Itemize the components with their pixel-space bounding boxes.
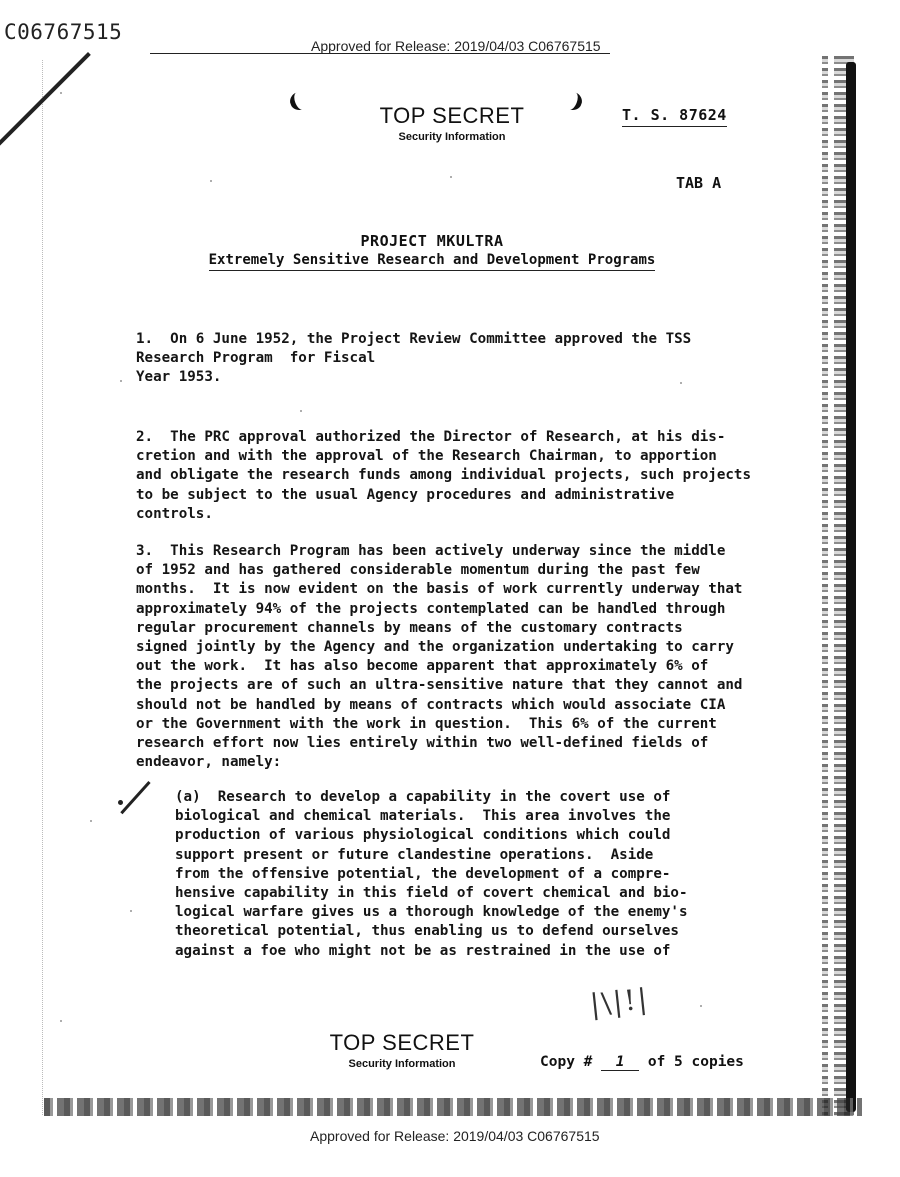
paragraph-line: research effort now lies entirely within two well-defined fields of — [136, 734, 709, 751]
paragraph-line: or the Government with the work in question. This 6% of the current — [136, 715, 717, 732]
paragraph-line: 1. On 6 June 1952, the Project Review Committee approved the TSS — [136, 331, 692, 347]
paragraph-line: months. It is now evident on the basis of work currently underway that — [136, 581, 743, 598]
paragraph-line: to be subject to the usual Agency procedures and administrative — [136, 486, 675, 503]
release-stamp-bottom: Approved for Release: 2019/04/03 C06767515 — [310, 1128, 600, 1144]
release-underline — [150, 53, 610, 54]
paragraph-line: approximately 94% of the projects contemplated can be handled through — [136, 600, 726, 617]
classification-sublabel: Security Information — [348, 1058, 456, 1070]
paragraph-line: signed jointly by the Agency and the organization undertaking to carry — [136, 638, 734, 655]
paragraph-line: regular procurement channels by means of the customary contracts — [136, 619, 683, 636]
scan-speck — [130, 910, 132, 912]
classification-stamp-bottom — [322, 1030, 482, 1070]
copy-label: Copy # — [540, 1054, 593, 1070]
document-subtitle — [0, 252, 864, 269]
scan-speck — [120, 380, 122, 382]
paragraph-line: cretion and with the approval of the Research Chairman, to apportion — [136, 448, 717, 465]
paragraph-line: out the work. It has also become apparent that approximately 6% of — [136, 658, 709, 675]
paragraph-line: 2. The PRC approval authorized the Director of Research, at his dis- — [136, 429, 726, 445]
document-title: PROJECT MKULTRA — [360, 232, 504, 250]
paragraph-line: of 1952 and has gathered considerable momentum during the past few — [136, 562, 700, 579]
paragraph-2 — [136, 428, 751, 524]
copy-number: 1 — [601, 1054, 639, 1071]
paragraph-line: theoretical potential, thus enabling us to defend ourselves — [175, 923, 679, 940]
paragraph-line: the projects are of such an ultra-sensitive nature that they cannot and — [136, 677, 743, 694]
scan-speck — [90, 820, 92, 822]
paragraph-line: (a) Research to develop a capability in the covert use of — [175, 789, 671, 805]
scan-speck — [700, 1005, 702, 1007]
paragraph-line: 3. This Research Program has been actively underway since the middle — [136, 543, 726, 559]
paragraph-line: Year 1953. — [136, 369, 222, 386]
scan-speck — [60, 1020, 62, 1022]
paragraph-3a — [175, 788, 688, 961]
handwritten-mark: |\|!| — [588, 982, 651, 1021]
scan-speck — [210, 180, 212, 182]
paragraph-line: Research Program for Fiscal — [136, 350, 376, 367]
paragraph-line: against a foe who might not be as restrained in the use of — [175, 942, 671, 959]
document-subtitle-text: Extremely Sensitive Research and Development Programs — [209, 252, 656, 271]
classification-sublabel: Security Information — [398, 131, 506, 143]
classification-stamp-top — [362, 103, 542, 143]
paragraph-line: logical warfare gives us a thorough knowledge of the enemy's — [175, 904, 688, 921]
scan-edge-bar — [846, 62, 856, 1112]
paragraph-line: support present or future clandestine operations. Aside — [175, 846, 654, 863]
tab-label: TAB A — [676, 174, 722, 192]
paragraph-line: controls. — [136, 505, 213, 522]
copy-total: of 5 copies — [647, 1054, 744, 1070]
paragraph-line: hensive capability in this field of covert chemical and bio- — [175, 884, 688, 901]
scan-bottom-edge — [44, 1098, 862, 1116]
paragraph-line: should not be handled by means of contracts which would associate CIA — [136, 696, 726, 713]
scan-speck — [60, 92, 62, 94]
paragraph-line: endeavor, namely: — [136, 754, 282, 771]
paragraph-line: and obligate the research funds among individual projects, such projects — [136, 467, 751, 484]
scan-speck — [300, 410, 302, 412]
classification-label: TOP SECRET — [379, 103, 525, 128]
copy-number-line — [540, 1054, 744, 1071]
document-id: C06767515 — [4, 20, 123, 44]
classification-label: TOP SECRET — [329, 1030, 475, 1055]
paragraph-line: from the offensive potential, the development of a compre- — [175, 865, 671, 882]
scan-speck — [680, 382, 682, 384]
paragraph-line: production of various physiological conditions which could — [175, 827, 671, 844]
ts-control-number: T. S. 87624 — [622, 106, 727, 127]
margin-dot-mark — [118, 800, 123, 805]
paragraph-1 — [136, 330, 691, 388]
scan-speck — [450, 176, 452, 178]
paragraph-3 — [136, 542, 742, 772]
paragraph-line: biological and chemical materials. This area involves the — [175, 808, 671, 825]
release-stamp-top: Approved for Release: 2019/04/03 C06767515 — [311, 38, 601, 54]
